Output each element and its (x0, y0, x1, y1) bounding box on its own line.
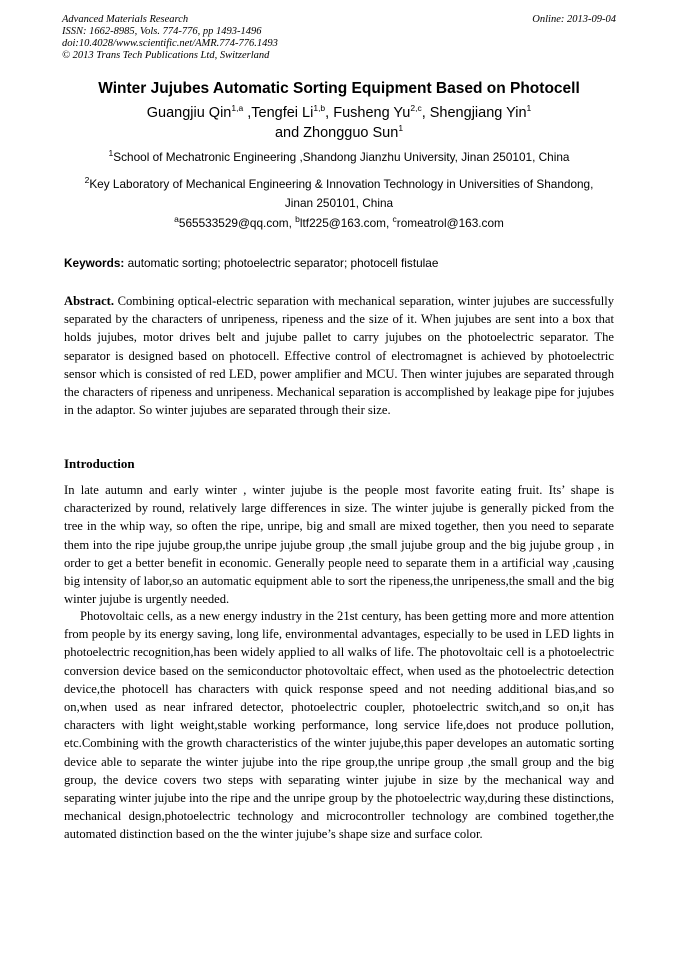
email-address: ltf225@163.com, (299, 216, 393, 230)
abstract (64, 292, 614, 419)
affiliation-2 (60, 175, 618, 213)
author-name: ,Tengfei Li (243, 105, 314, 121)
affiliation-marker: 1 (108, 148, 114, 159)
author-affiliation-marker: 2,c (410, 103, 422, 114)
email-marker: c (392, 214, 397, 225)
affiliation-marker: 2 (84, 175, 90, 186)
affiliation-text: Jinan 250101, China (284, 196, 394, 210)
author-list (40, 103, 638, 143)
author-affiliation-marker: 1,a (231, 103, 244, 114)
affiliation-text: School of Mechatronic Engineering ,Shandong Jianzhu University, Jinan 250101, China (113, 150, 570, 164)
email-address: 565533529@qq.com, (178, 216, 296, 230)
online-date: Online: 2013-09-04 (532, 14, 616, 25)
email-address: romeatrol@163.com (396, 216, 504, 230)
intro-paragraph-1: In late autumn and early winter , winter jujube is the people most favorite eating fruit. Its’ shape is characterized by round, relatively large differences in size. The winter jujube is generally picked from the tree in the whip way, so often the ripe, unripe, big and small are mixed together, then you need to separate them into the ripe jujube group,the unripe jujube group ,the small jujube group and the big jujube group , in order to get a better benefit in economic. Generally people need to separate them in a artificial way ,causing big intensity of labor,so an automatic equipment able to sort the ripeness,the unripeness,the small and the big winter jujube is urgently needed. (64, 483, 614, 607)
author-name: , Shengjiang Yin (421, 105, 527, 121)
author-affiliation-marker: 1 (526, 103, 532, 114)
affiliation-1 (60, 148, 618, 167)
intro-paragraph-2: Photovoltaic cells, as a new energy industry in the 21st century, has been getting more and more attention from people by its energy saving, long life, environmental advantages, especially to be used in LED lights in photoelectric recognition,has been widely applied to all walks of life. The photovoltaic cell is a photoelectric conversion device based on the semiconductor photovoltaic effect, when used as the photoelectric detection device,the photocell has characters with quick response speed and not needing additional bias,and so on,when used as near infrared detector, photoelectric coupler, photoelectric switch,and so on,it has characters with light weight,stable working performance, long service life,does not produce pollution, etc.Combining with the growth characteristics of the winter jujube,this paper developes an automatic sorting device able to separate the winter jujube into the ripe group,the unripe group ,the small group and the big group, the device covers two steps with separating winter jujube in size by the mechanical way and separating winter jujube into the ripe and the unripe group by the photoelectric way,during these distinctions, mechanical design,photoelectric technology and microcontroller technology are combined together,the automated distinction based on the the winter jujube’s shape size and surface color. (64, 609, 614, 842)
author-affiliation-marker: 1 (398, 123, 404, 134)
email-marker: a (174, 214, 179, 225)
email-marker: b (295, 214, 300, 225)
abstract-text: Combining optical-electric separation with mechanical separation, winter jujubes are successfully separated by the characters of unripeness, ripeness and the size of it. When jujubes are sent into a box that holds jujubes, motor drives belt and jujube pallet to carry jujubes on the photoelectric separator. The separator is designed based on photocell. Effective control of electromagnet is achieved by photoelectric sensor which is consisted of red LED, power amplifier and MCU. Then winter jujubes are separated through the characters of ripeness and unripeness. Mechanical separation is accomplished by leakage pipe for jujubes in the adaptor. So winter jujubes are separated through their size. (64, 294, 614, 418)
author-affiliation-marker: 1,b (313, 103, 326, 114)
author-name: and Zhongguo Sun (274, 125, 399, 141)
author-name: , Fusheng Yu (325, 105, 411, 121)
copyright-line: © 2013 Trans Tech Publications Ltd, Switzerland (62, 50, 270, 61)
abstract-label: Abstract. (64, 294, 115, 308)
affiliation-text: Key Laboratory of Mechanical Engineering & Innovation Technology in Universities of Shandong, (89, 177, 594, 191)
journal-header (62, 14, 616, 62)
section-heading: Introduction (64, 456, 135, 471)
journal-name: Advanced Materials Research (62, 14, 189, 25)
keywords-label: Keywords: (64, 256, 125, 270)
paper-title: Winter Jujubes Automatic Sorting Equipment Based on Photocell (98, 80, 580, 97)
issn-line: ISSN: 1662-8985, Vols. 774-776, pp 1493-1496 (62, 26, 262, 37)
author-name: Guangjiu Qin (146, 105, 232, 121)
keywords (64, 256, 616, 270)
keywords-text: automatic sorting; photoelectric separator; photocell fistulae (124, 256, 439, 270)
doi-line: doi:10.4028/www.scientific.net/AMR.774-776.1493 (62, 38, 278, 49)
author-emails (60, 216, 618, 230)
